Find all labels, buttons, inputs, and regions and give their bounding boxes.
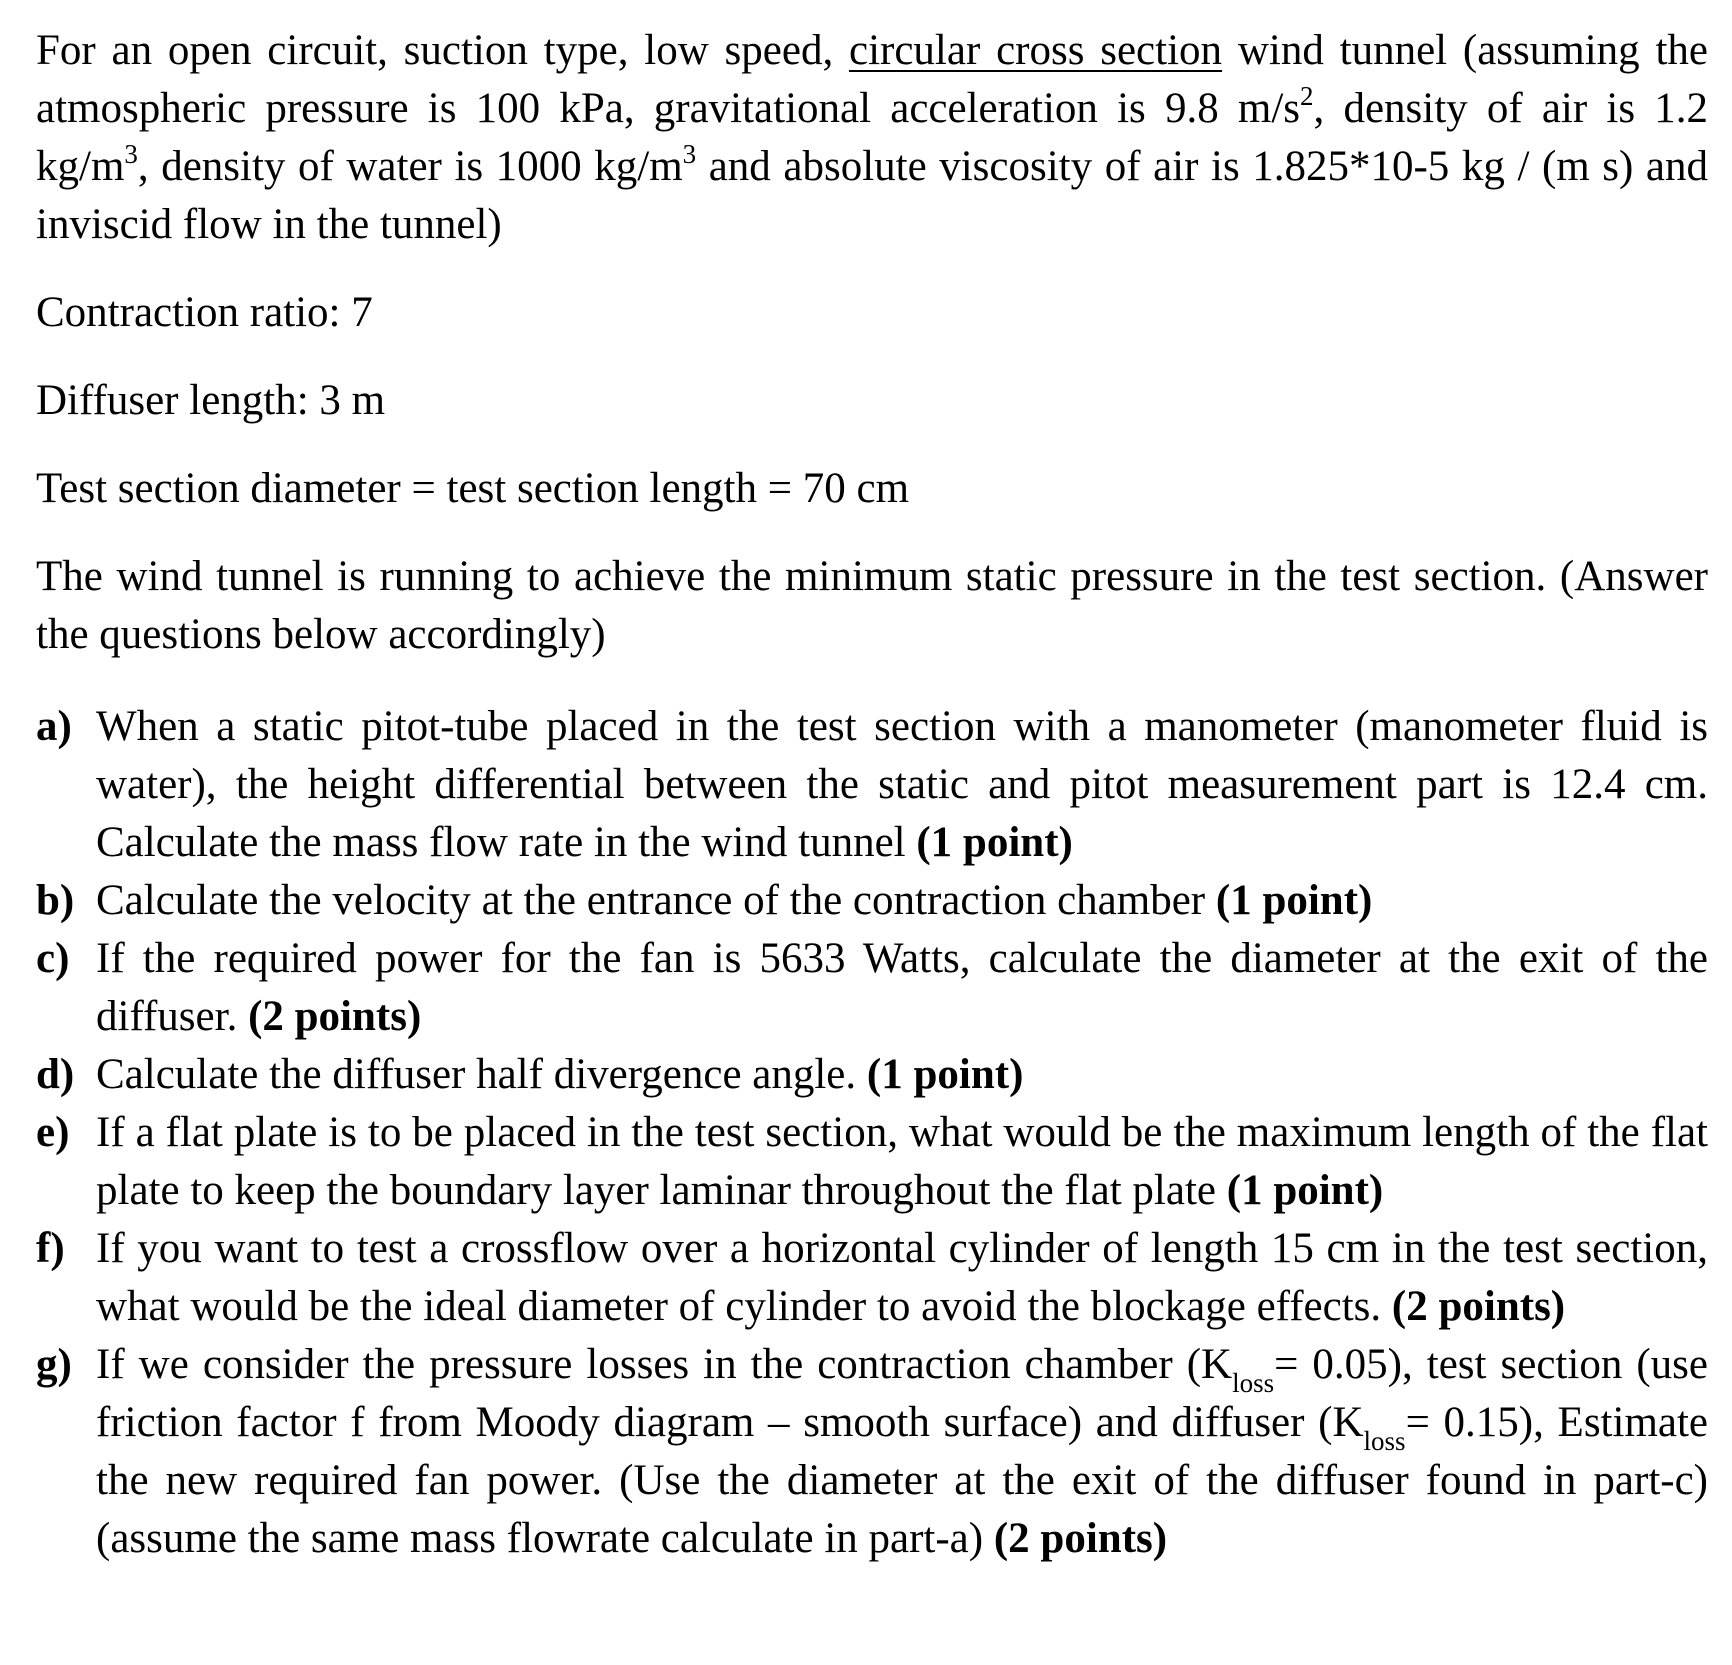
question-points: (1 point) (1226, 1167, 1384, 1214)
question-c (36, 930, 1708, 1046)
question-text: = 0.05), test section (use friction factor f from Moody diagram – smooth surface) and diffuser (K (96, 1341, 1708, 1446)
underlined-phrase: circular cross section (848, 27, 1223, 74)
superscript-2: 2 (1300, 80, 1314, 111)
intro-text-5: and absolute viscosity of air is 1.825*10-5 kg / (m s) and inviscid flow in the tunnel) (36, 143, 1708, 248)
question-label: g) (36, 1341, 72, 1388)
question-e (36, 1104, 1708, 1220)
question-label: d) (36, 1051, 75, 1098)
question-text: If you want to test a crossflow over a horizontal cylinder of length 15 cm in the test section, what would be the ideal diameter of cylinder to avoid the blockage effects. (96, 1225, 1708, 1330)
superscript-3-water: 3 (682, 138, 697, 169)
question-points: (1 point) (866, 1051, 1024, 1098)
subscript-loss: loss (1363, 1425, 1406, 1456)
question-text: If we consider the pressure losses in the contraction chamber (K (96, 1341, 1233, 1388)
question-label: e) (36, 1109, 70, 1156)
intro-text-4: , density of water is 1000 kg/m (137, 143, 683, 190)
running-note: The wind tunnel is running to achieve the minimum static pressure in the test section. (Answer the questions below accordingly) (36, 553, 1708, 658)
diffuser-length: Diffuser length: 3 m (36, 377, 386, 424)
question-label: b) (36, 877, 75, 924)
question-text: When a static pitot-tube placed in the test section with a manometer (manometer fluid is water), the height differential between the static and pitot measurement part is 12.4 cm. Calculate the mass flow rate in the wind tunnel (96, 703, 1708, 866)
question-label: f) (36, 1225, 65, 1272)
question-text: = 0.15), Estimate the new required fan power. (Use the diameter at the exit of the diffuser found in part-c) (assume the same mass flowrate calculate in part-a) (96, 1399, 1709, 1562)
intro-text-2: wind tunnel (assuming the atmospheric pressure is 100 kPa, gravitational acceleration is 9.8 m/s (36, 27, 1708, 132)
question-list (36, 698, 1708, 1568)
question-points: (2 points) (248, 993, 422, 1040)
question-text: If a flat plate is to be placed in the test section, what would be the maximum length of the flat plate to keep the boundary layer laminar throughout the flat plate (96, 1109, 1708, 1214)
question-points: (2 points) (993, 1515, 1168, 1562)
superscript-3-air: 3 (124, 138, 138, 169)
question-label: a) (36, 703, 72, 750)
question-d (36, 1046, 1708, 1104)
question-a (36, 698, 1708, 872)
question-points: (2 points) (1391, 1283, 1566, 1330)
test-section-dimensions: Test section diameter = test section length = 70 cm (36, 465, 910, 512)
subscript-loss: loss (1232, 1367, 1275, 1398)
contraction-ratio: Contraction ratio: 7 (36, 289, 373, 336)
question-text: Calculate the diffuser half divergence angle. (96, 1051, 867, 1098)
question-g (36, 1336, 1708, 1568)
question-text: If the required power for the fan is 5633 Watts, calculate the diameter at the exit of the diffuser. (96, 935, 1708, 1040)
intro-text-1: For an open circuit, suction type, low speed, (36, 27, 849, 74)
question-points: (1 point) (916, 819, 1073, 866)
question-text: Calculate the velocity at the entrance of the contraction chamber (96, 877, 1216, 924)
question-f (36, 1220, 1708, 1336)
question-points: (1 point) (1215, 877, 1373, 924)
question-label: c) (36, 935, 70, 982)
intro-paragraph (36, 22, 1708, 254)
question-b (36, 872, 1708, 930)
intro-text-3: , density of air is 1.2 kg/m (36, 85, 1708, 190)
